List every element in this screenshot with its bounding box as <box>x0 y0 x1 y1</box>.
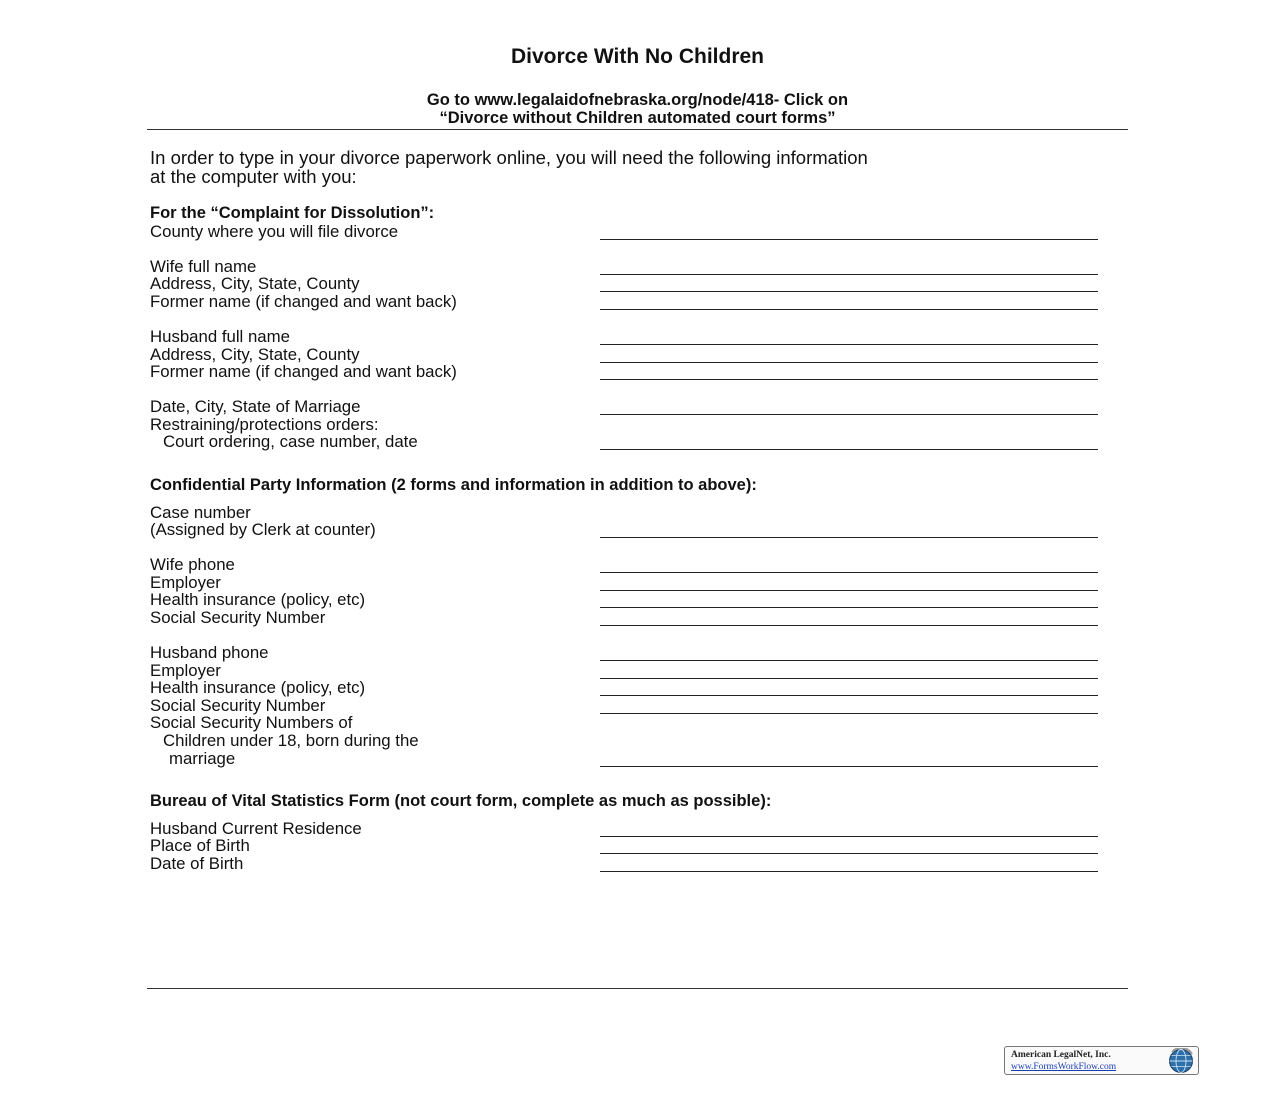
field-label: Social Security Number <box>150 696 326 715</box>
field-blank-line <box>600 274 1098 275</box>
field-label: Address, City, State, County <box>150 345 360 364</box>
field-label: Wife phone <box>150 555 235 574</box>
field-label: Court ordering, case number, date <box>163 432 418 451</box>
field-label: marriage <box>169 749 236 768</box>
intro-line-2: at the computer with you: <box>150 166 357 187</box>
instruction-line-1: Go to www.legalaidofnebraska.org/node/418- Click on <box>426 91 849 109</box>
field-label: Health insurance (policy, etc) <box>150 678 366 697</box>
intro-line-1: In order to type in your divorce paperwork online, you will need the following information <box>150 147 868 168</box>
field-blank-line <box>600 590 1098 591</box>
field-blank-line <box>600 449 1098 450</box>
footer-company: American LegalNet, Inc. <box>1011 1050 1111 1060</box>
field-label: Date, City, State of Marriage <box>150 397 361 416</box>
field-label: Former name (if changed and want back) <box>150 362 457 381</box>
field-label: Husband Current Residence <box>150 819 362 838</box>
field-blank-line <box>600 713 1098 714</box>
bottom-rule <box>147 988 1128 989</box>
field-blank-line <box>600 537 1098 538</box>
field-blank-line <box>600 607 1098 608</box>
field-label: Husband full name <box>150 327 290 346</box>
field-blank-line <box>600 291 1098 292</box>
field-label: County where you will file divorce <box>150 222 399 241</box>
field-blank-line <box>600 344 1098 345</box>
field-blank-line <box>600 362 1098 363</box>
field-label: Employer <box>150 661 221 680</box>
field-blank-line <box>600 572 1098 573</box>
field-label: Restraining/protections orders: <box>150 415 379 434</box>
instruction-line-2: “Divorce without Children automated court forms” <box>439 109 836 127</box>
field-label: Date of Birth <box>150 854 244 873</box>
field-label: Social Security Number <box>150 608 326 627</box>
field-label: Case number <box>150 503 251 522</box>
field-blank-line <box>600 309 1098 310</box>
footer-badge[interactable] <box>1004 1046 1199 1075</box>
field-blank-line <box>600 239 1098 240</box>
field-blank-line <box>600 836 1098 837</box>
footer-url-link[interactable]: www.FormsWorkFlow.com <box>1011 1062 1117 1072</box>
field-blank-line <box>600 414 1098 415</box>
globe-icon <box>1168 1048 1194 1074</box>
top-rule <box>147 129 1128 130</box>
field-label: Place of Birth <box>150 836 250 855</box>
field-label: (Assigned by Clerk at counter) <box>150 520 376 539</box>
field-label: Address, City, State, County <box>150 274 360 293</box>
field-blank-line <box>600 766 1098 767</box>
field-blank-line <box>600 660 1098 661</box>
field-blank-line <box>600 871 1098 872</box>
field-label: Social Security Numbers of <box>150 713 353 732</box>
field-label: Former name (if changed and want back) <box>150 292 457 311</box>
field-label: Children under 18, born during the <box>163 731 419 750</box>
field-blank-line <box>600 695 1098 696</box>
field-blank-line <box>600 853 1098 854</box>
field-label: Husband phone <box>150 643 269 662</box>
section-heading-confidential: Confidential Party Information (2 forms and information in addition to above): <box>150 476 757 494</box>
page-title: Divorce With No Children <box>511 45 764 68</box>
field-blank-line <box>600 678 1098 679</box>
section-heading-complaint: For the “Complaint for Dissolution”: <box>150 204 435 222</box>
field-blank-line <box>600 379 1098 380</box>
field-label: Wife full name <box>150 257 257 276</box>
field-label: Health insurance (policy, etc) <box>150 590 366 609</box>
field-label: Employer <box>150 573 221 592</box>
section-heading-vital-statistics: Bureau of Vital Statistics Form (not court form, complete as much as possible): <box>150 792 772 810</box>
field-blank-line <box>600 625 1098 626</box>
